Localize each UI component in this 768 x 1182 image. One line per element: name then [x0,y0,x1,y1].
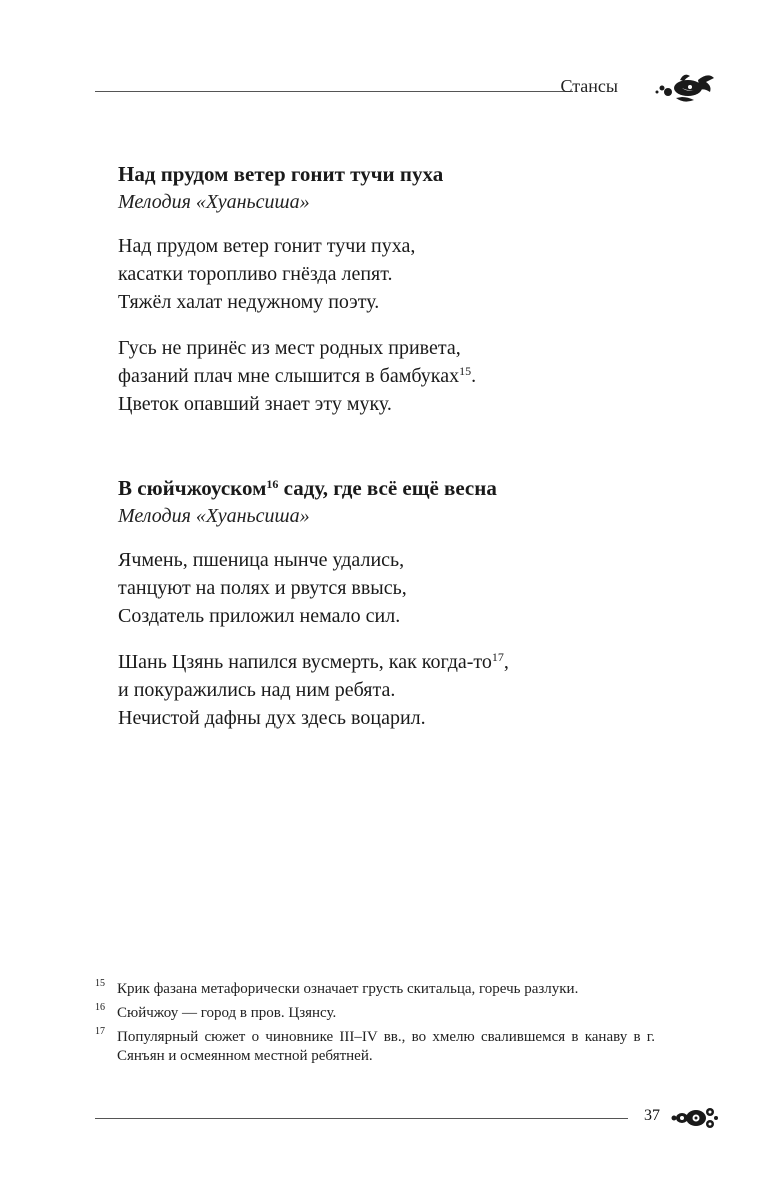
poem-line: Нечистой дафны дух здесь воцарил. [118,707,426,729]
stanza [118,232,678,316]
footnote-17 [95,1028,655,1066]
footnote-text: Популярный сюжет о чиновнике III–IV вв., во хмелю свалившемся в канаву в г. Сянъян и осмеянном местной ребятней. [117,1029,655,1064]
footnotes [95,980,655,1071]
running-header [95,70,718,104]
poem-line: Гусь не принёс из мест родных привета, [118,337,461,359]
line-punctuation: , [503,651,509,673]
poem-title [118,474,678,502]
line-text: Шань Цзянь напился вусмерть, как когда-то [118,651,492,673]
stanza [118,334,678,418]
stanza [118,546,678,630]
poem-2 [118,474,678,732]
footnote-ref-15[interactable]: 15 [459,364,472,378]
poem-line [118,648,678,676]
poem-title: Над прудом ветер гонит тучи пуха [118,162,444,186]
poem-line: Создатель приложил немало сил. [118,605,401,627]
footer-rule [95,1118,628,1119]
footnote-text: Сюйчжоу — город в пров. Цзянсу. [117,1005,337,1021]
footnote-number: 17 [95,1026,105,1037]
page-number: 37 [644,1107,660,1124]
poem-line: Над прудом ветер гонит тучи пуха, [118,235,416,257]
poem-line: Тяжёл халат недужному поэту. [118,291,380,313]
title-text: саду, где всё ещё весна [278,476,497,500]
line-text: фазаний плач мне слышится в бамбуках [118,365,460,387]
poem-line: касатки торопливо гнёзда лепят. [118,263,393,285]
footnote-ref-16[interactable]: 16 [266,477,279,491]
poem-line: Цветок опавший знает эту муку. [118,393,392,415]
page-body [118,160,678,750]
footnote-text: Крик фазана метафорически означает грусть скитальца, горечь разлуки. [117,981,579,997]
poem-melody: Мелодия «Хуаньсиша» [118,505,310,527]
stanza [118,648,678,732]
footnote-16 [95,1004,655,1023]
poem-melody: Мелодия «Хуаньсиша» [118,191,310,213]
poem-line: танцуют на полях и рвутся ввысь, [118,577,407,599]
title-text: В сюйчжоуском [118,476,267,500]
poem-line [118,362,678,390]
page-footer [95,1103,718,1133]
dragon-ornament-icon [654,70,718,104]
footnote-number: 16 [95,1002,105,1013]
header-rule [95,91,573,92]
poem-1 [118,160,678,418]
footnote-15 [95,980,655,999]
scroll-ornament-icon [670,1105,718,1131]
line-punctuation: . [471,365,477,387]
poem-line: Ячмень, пшеница нынче удались, [118,549,405,571]
footnote-number: 15 [95,978,105,989]
running-title: Стансы [560,76,618,96]
footnote-ref-17[interactable]: 17 [491,650,504,664]
poem-line: и покуражились над ним ребята. [118,679,396,701]
